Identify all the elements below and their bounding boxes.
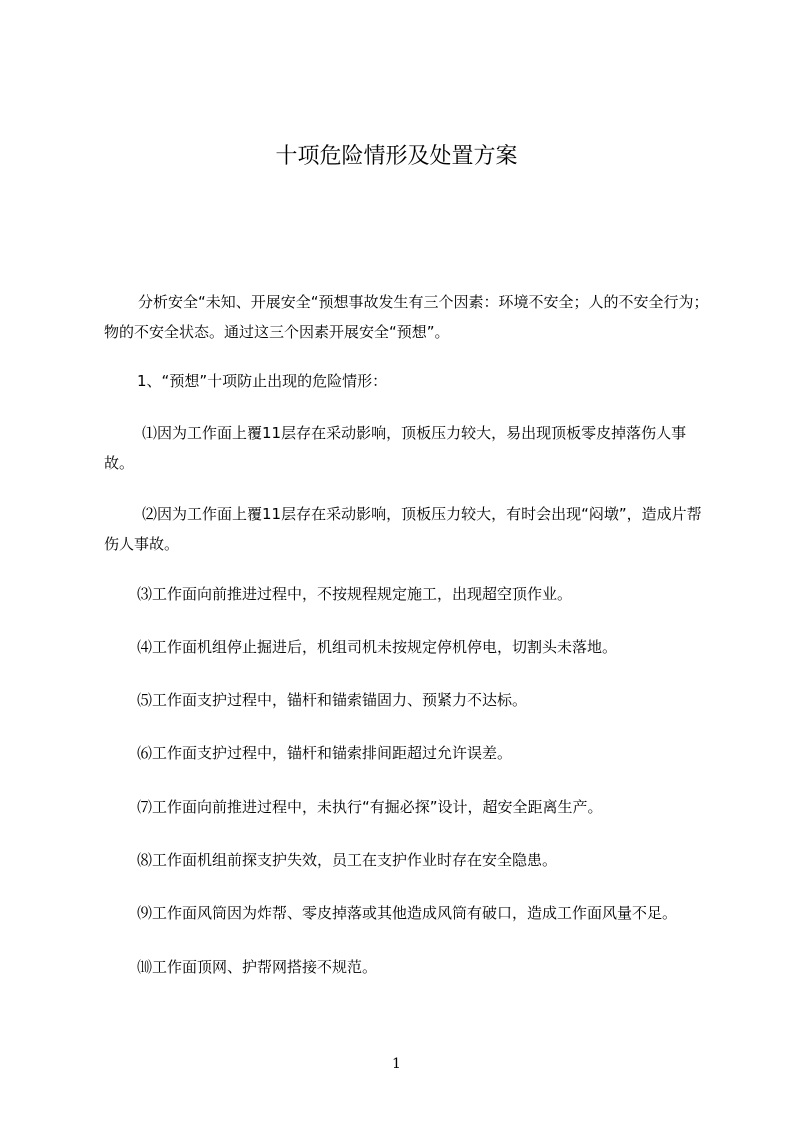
list-item-2: ⑵因为工作面上覆11层存在采动影响，顶板压力较大，有时会出现“闷墩”，造成片帮伤人事故。 xyxy=(104,505,702,553)
list-item-4: ⑷工作面机组停止掘进后，机组司机未按规定停机停电，切割头未落地。 xyxy=(137,638,618,656)
list-item-8: ⑻工作面机组前探支护失效，员工在支护作业时存在安全隐患。 xyxy=(137,851,558,869)
page-number: 1 xyxy=(392,1056,401,1072)
section-heading: 1、“预想”十项防止出现的危险情形： xyxy=(137,372,388,390)
list-item-3: ⑶工作面向前推进过程中，不按规程规定施工，出现超空顶作业。 xyxy=(137,585,573,603)
list-item-7: ⑺工作面向前推进过程中，未执行“有掘必探”设计，超安全距离生产。 xyxy=(137,798,603,816)
intro-paragraph: 分析安全“未知、开展安全“预想事故发生有三个因素：环境不安全；人的不安全行为；物的不安全状态。通过这三个因素开展安全“预想”。 xyxy=(104,293,709,341)
list-item-6: ⑹工作面支护过程中，锚杆和锚索排间距超过允许误差。 xyxy=(137,744,513,762)
list-item-5: ⑸工作面支护过程中，锚杆和锚索锚固力、预紧力不达标。 xyxy=(137,691,528,709)
document-title: 十项危险情形及处置方案 xyxy=(275,144,518,169)
list-item-1: ⑴因为工作面上覆11层存在采动影响，顶板压力较大，易出现顶板零皮掉落伤人事故。 xyxy=(104,424,687,472)
list-item-9: ⑼工作面风筒因为炸帮、零皮掉落或其他造成风筒有破口，造成工作面风量不足。 xyxy=(137,904,678,922)
list-item-10: ⑽工作面顶网、护帮网搭接不规范。 xyxy=(137,958,378,976)
